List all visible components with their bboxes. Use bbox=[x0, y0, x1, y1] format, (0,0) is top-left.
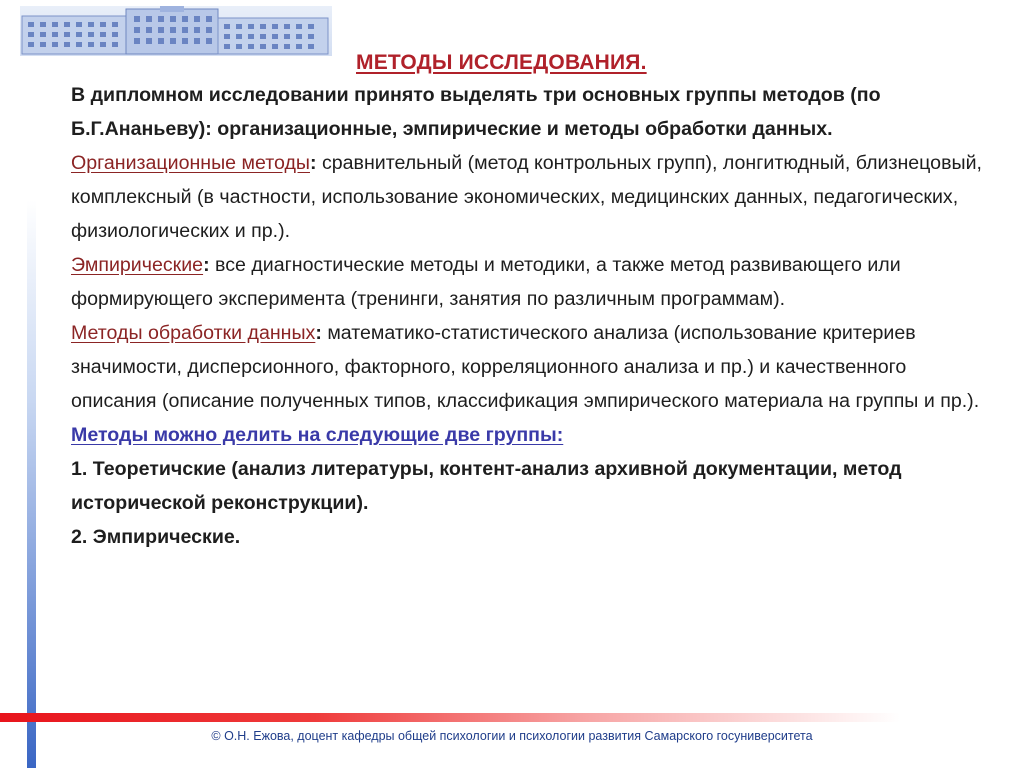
section-term: Эмпирические bbox=[71, 254, 204, 276]
section-term: Методы обработки данных bbox=[71, 322, 316, 344]
section-empirical bbox=[71, 248, 991, 316]
section-colon: : bbox=[309, 152, 317, 174]
section-colon: : bbox=[315, 322, 322, 344]
left-accent-bar bbox=[27, 200, 36, 768]
section-text: все диагностические методы и методики, а также метод развивающего или формирующего эксперимента (тренинги, занятия по различным программам). bbox=[71, 254, 901, 310]
footer-credit: © О.Н. Ежова, доцент кафедры общей психологии и психологии развития Самарского госуниверситета bbox=[211, 729, 813, 743]
slide-body bbox=[71, 78, 991, 554]
intro-paragraph: В дипломном исследовании принято выделять три основных группы методов (по Б.Г.Ананьеву): организационные, эмпирические и методы обработки данных. bbox=[71, 84, 881, 140]
section-colon: : bbox=[203, 254, 210, 276]
section-text: математико-статистического анализа (использование критериев значимости, дисперсионного, факторного, корреляционного анализа и пр.) и качественного описания (описание полученных типов, классификация эмпирического материала на группы и пр.). bbox=[71, 322, 980, 412]
slide-title: МЕТОДЫ ИССЛЕДОВАНИЯ. bbox=[356, 51, 647, 74]
section-text: сравнительный (метод контрольных групп), лонгитюдный, близнецовый, комплексный (в частности, использование экономических, медицинских данных, педагогических, физиологических и пр.). bbox=[71, 152, 982, 242]
section-organizational bbox=[71, 146, 991, 248]
university-building-image bbox=[20, 6, 332, 56]
bottom-accent-bar bbox=[0, 713, 900, 722]
section-term: Организационные методы bbox=[71, 152, 310, 174]
section-data-processing bbox=[71, 316, 991, 418]
group-item-theoretical: 1. Теоретичские (анализ литературы, контент-анализ архивной документации, метод исторической реконструкции). bbox=[71, 458, 902, 514]
groups-heading: Методы можно делить на следующие две группы: bbox=[71, 424, 564, 446]
group-item-empirical: 2. Эмпирические. bbox=[71, 526, 241, 548]
